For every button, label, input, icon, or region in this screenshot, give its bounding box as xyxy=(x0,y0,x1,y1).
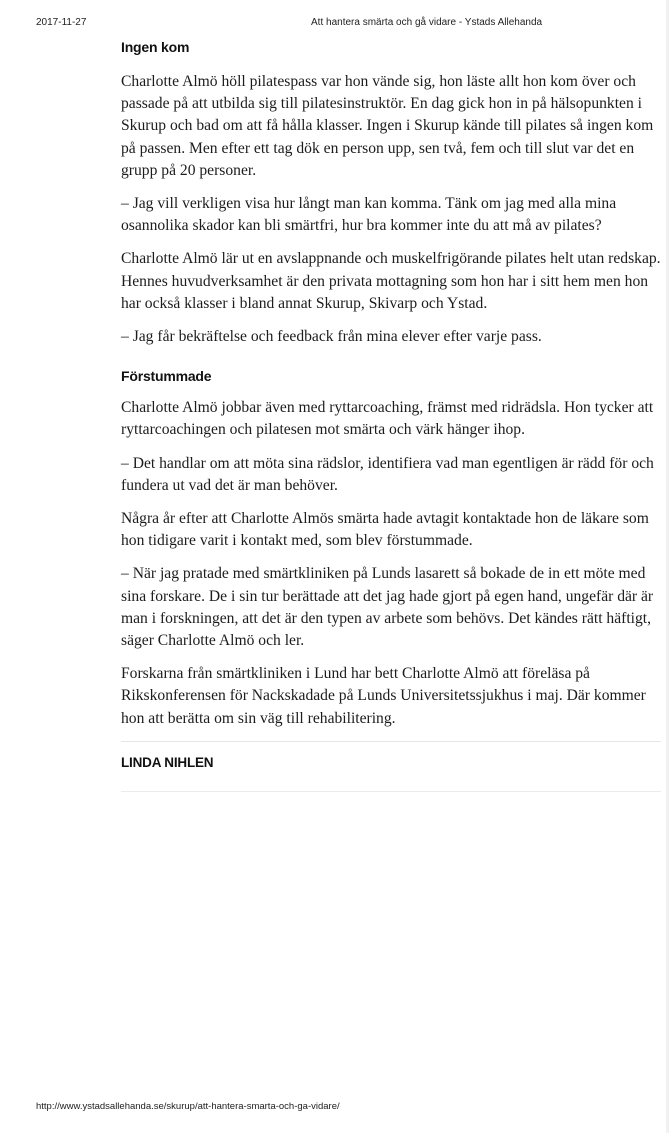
author-byline: LINDA NIHLEN xyxy=(121,754,214,770)
byline-divider-bottom xyxy=(121,791,661,792)
print-page-title: Att hantera smärta och gå vidare - Ystads Allehanda xyxy=(311,17,543,28)
article-paragraph: – Det handlar om att möta sina rädslor, identifiera vad man egentligen är rädd för och fundera ut vad det är man behöver. xyxy=(121,454,654,494)
article-paragraph: Några år efter att Charlotte Almös smärta hade avtagit kontaktade hon de läkare som hon tidigare varit i kontakt med, som blev förstummade. xyxy=(121,510,649,550)
article-paragraph: – Jag vill verkligen visa hur långt man kan komma. Tänk om jag med alla mina osannolika skador kan bli smärtfri, hur bra kommer inte du att må av pilates? xyxy=(121,195,617,235)
print-date: 2017-11-27 xyxy=(36,17,87,28)
section-heading-forstummade: Förstummade xyxy=(121,368,212,385)
article-paragraph: Charlotte Almö jobbar även med ryttarcoaching, främst med ridrädsla. Hon tycker att ryttarcoachingen och pilatesen mot smärta och värk hänger ihop. xyxy=(121,399,654,439)
article-paragraph: Charlotte Almö höll pilatespass var hon vände sig, hon läste allt hon kom över och passade på att utbilda sig till pilatesinstruktör. En dag gick hon in på hälsopunkten i Skurup och bad om att få hålla klasser. Ingen i Skurup kände till pilates så ingen kom på passen. Men efter ett tag dök en person upp, sen två, fem och till slut var det en grupp på 20 personer. xyxy=(121,73,654,179)
article-body xyxy=(121,39,661,792)
section-heading-ingen-kom: Ingen kom xyxy=(121,39,190,55)
article-paragraph: Forskarna från smärtkliniken i Lund har bett Charlotte Almö att föreläsa på Rikskonferensen för Nackskadade på Lunds Universitetssjukhus i maj. Där kommer hon att berätta om sin väg till rehabilitering. xyxy=(121,665,646,727)
print-footer-url: http://www.ystadsallehanda.se/skurup/att-hantera-smarta-och-ga-vidare/ xyxy=(36,1101,340,1112)
print-header xyxy=(36,17,649,31)
article-paragraph: – När jag pratade med smärtkliniken på Lunds lasarett så bokade de in ett möte med sina forskare. De i sin tur berättade att det jag hade gjort på egen hand, ungefär där är man i forskningen, att det är den typen av arbete som behövs. Det kändes rätt häftigt, säger Charlotte Almö och ler. xyxy=(121,565,654,650)
article-paragraph: Charlotte Almö lär ut en avslappnande och muskelfrigörande pilates helt utan redskap. Hennes huvudverksamhet är den privata mottagning som hon har i sitt hem men hon har också klasser i bland annat Skurup, Skivarp och Ystad. xyxy=(121,250,661,312)
article-paragraph: – Jag får bekräftelse och feedback från mina elever efter varje pass. xyxy=(121,328,542,346)
